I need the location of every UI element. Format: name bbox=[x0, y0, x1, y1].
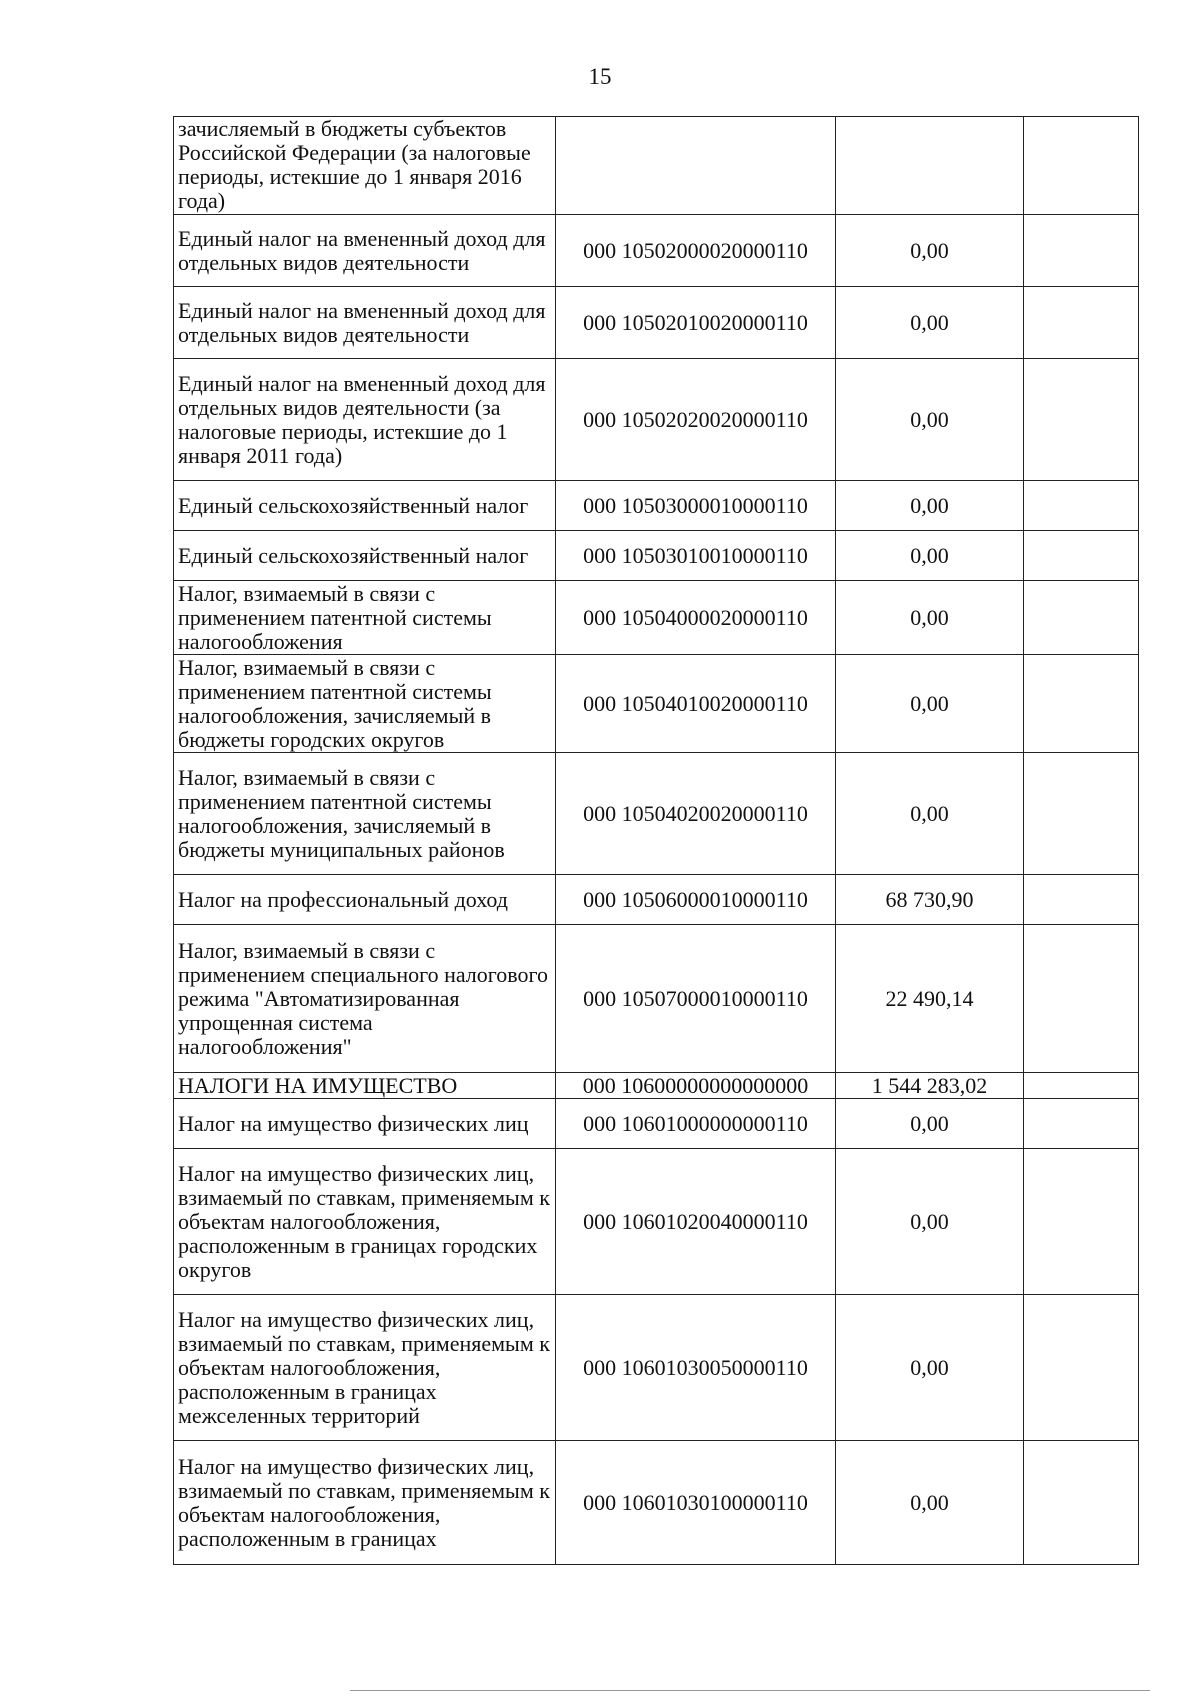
row-code: 000 10502020020000110 bbox=[556, 359, 836, 481]
page-number: 15 bbox=[588, 64, 612, 89]
row-name: Налог, взимаемый в связи с применением патентной системы налогообложения bbox=[174, 581, 556, 655]
row-name: Налог, взимаемый в связи с применением патентной системы налогообложения, зачисляемый в бюджеты муниципальных районов bbox=[174, 753, 556, 875]
row-amount: 22 490,14 bbox=[836, 925, 1024, 1073]
row-extra bbox=[1024, 481, 1139, 531]
row-amount: 0,00 bbox=[836, 481, 1024, 531]
table-row bbox=[174, 925, 1139, 1073]
row-extra bbox=[1024, 875, 1139, 925]
row-name: Единый сельскохозяйственный налог bbox=[174, 481, 556, 531]
row-code bbox=[556, 117, 836, 215]
table-row bbox=[174, 1099, 1139, 1149]
row-amount: 0,00 bbox=[836, 1295, 1024, 1441]
row-name: Единый сельскохозяйственный налог bbox=[174, 531, 556, 581]
row-extra bbox=[1024, 1073, 1139, 1099]
table-row bbox=[174, 215, 1139, 287]
row-name: Налог на имущество физических лиц, взимаемый по ставкам, применяемым к объектам налогообложения, расположенным в границах городских округов bbox=[174, 1149, 556, 1295]
table-row bbox=[174, 359, 1139, 481]
row-name: Единый налог на вмененный доход для отдельных видов деятельности bbox=[174, 287, 556, 359]
revenue-table bbox=[173, 116, 1139, 1565]
row-amount: 68 730,90 bbox=[836, 875, 1024, 925]
row-extra bbox=[1024, 925, 1139, 1073]
table-row bbox=[174, 581, 1139, 655]
row-code: 000 10502000020000110 bbox=[556, 215, 836, 287]
row-amount: 0,00 bbox=[836, 215, 1024, 287]
row-code: 000 10502010020000110 bbox=[556, 287, 836, 359]
row-extra bbox=[1024, 1295, 1139, 1441]
row-code: 000 10503000010000110 bbox=[556, 481, 836, 531]
row-name: Единый налог на вмененный доход для отдельных видов деятельности (за налоговые периоды, истекшие до 1 января 2011 года) bbox=[174, 359, 556, 481]
table-row bbox=[174, 1295, 1139, 1441]
table-row bbox=[174, 1149, 1139, 1295]
row-name: НАЛОГИ НА ИМУЩЕСТВО bbox=[174, 1073, 556, 1099]
row-name: Налог, взимаемый в связи с применением патентной системы налогообложения, зачисляемый в бюджеты городских округов bbox=[174, 655, 556, 753]
row-extra bbox=[1024, 1099, 1139, 1149]
table-row bbox=[174, 875, 1139, 925]
table-row bbox=[174, 655, 1139, 753]
row-amount: 0,00 bbox=[836, 581, 1024, 655]
row-code: 000 10503010010000110 bbox=[556, 531, 836, 581]
row-amount bbox=[836, 117, 1024, 215]
row-code: 000 10507000010000110 bbox=[556, 925, 836, 1073]
row-extra bbox=[1024, 215, 1139, 287]
table-row bbox=[174, 481, 1139, 531]
row-amount: 0,00 bbox=[836, 531, 1024, 581]
row-amount: 1 544 283,02 bbox=[836, 1073, 1024, 1099]
row-amount: 0,00 bbox=[836, 287, 1024, 359]
row-name: зачисляемый в бюджеты субъектов Российской Федерации (за налоговые периоды, истекшие до 1 января 2016 года) bbox=[174, 117, 556, 215]
row-code: 000 10504020020000110 bbox=[556, 753, 836, 875]
row-code: 000 10601000000000110 bbox=[556, 1099, 836, 1149]
row-extra bbox=[1024, 1441, 1139, 1565]
table-row bbox=[174, 287, 1139, 359]
row-amount: 0,00 bbox=[836, 359, 1024, 481]
row-amount: 0,00 bbox=[836, 1441, 1024, 1565]
table-row bbox=[174, 117, 1139, 215]
table-row bbox=[174, 753, 1139, 875]
row-name: Налог на имущество физических лиц, взимаемый по ставкам, применяемым к объектам налогообложения, расположенным в границах межселенных территорий bbox=[174, 1295, 556, 1441]
row-extra bbox=[1024, 753, 1139, 875]
row-amount: 0,00 bbox=[836, 753, 1024, 875]
row-code: 000 10601030100000110 bbox=[556, 1441, 836, 1565]
table-row bbox=[174, 1441, 1139, 1565]
row-amount: 0,00 bbox=[836, 655, 1024, 753]
page-bottom-rule bbox=[350, 1690, 1150, 1691]
row-extra bbox=[1024, 655, 1139, 753]
row-amount: 0,00 bbox=[836, 1149, 1024, 1295]
table-row bbox=[174, 531, 1139, 581]
row-extra bbox=[1024, 117, 1139, 215]
row-name: Единый налог на вмененный доход для отдельных видов деятельности bbox=[174, 215, 556, 287]
row-name: Налог на имущество физических лиц bbox=[174, 1099, 556, 1149]
row-code: 000 10504000020000110 bbox=[556, 581, 836, 655]
row-name: Налог на имущество физических лиц, взимаемый по ставкам, применяемым к объектам налогообложения, расположенным в границах bbox=[174, 1441, 556, 1565]
row-extra bbox=[1024, 359, 1139, 481]
row-extra bbox=[1024, 287, 1139, 359]
row-name: Налог на профессиональный доход bbox=[174, 875, 556, 925]
row-code: 000 10506000010000110 bbox=[556, 875, 836, 925]
row-code: 000 10601020040000110 bbox=[556, 1149, 836, 1295]
row-extra bbox=[1024, 531, 1139, 581]
row-name: Налог, взимаемый в связи с применением специального налогового режима "Автоматизированная упрощенная система налогообложения" bbox=[174, 925, 556, 1073]
row-code: 000 10601030050000110 bbox=[556, 1295, 836, 1441]
row-code: 000 10600000000000000 bbox=[556, 1073, 836, 1099]
row-code: 000 10504010020000110 bbox=[556, 655, 836, 753]
table-row bbox=[174, 1073, 1139, 1099]
row-extra bbox=[1024, 581, 1139, 655]
row-extra bbox=[1024, 1149, 1139, 1295]
row-amount: 0,00 bbox=[836, 1099, 1024, 1149]
